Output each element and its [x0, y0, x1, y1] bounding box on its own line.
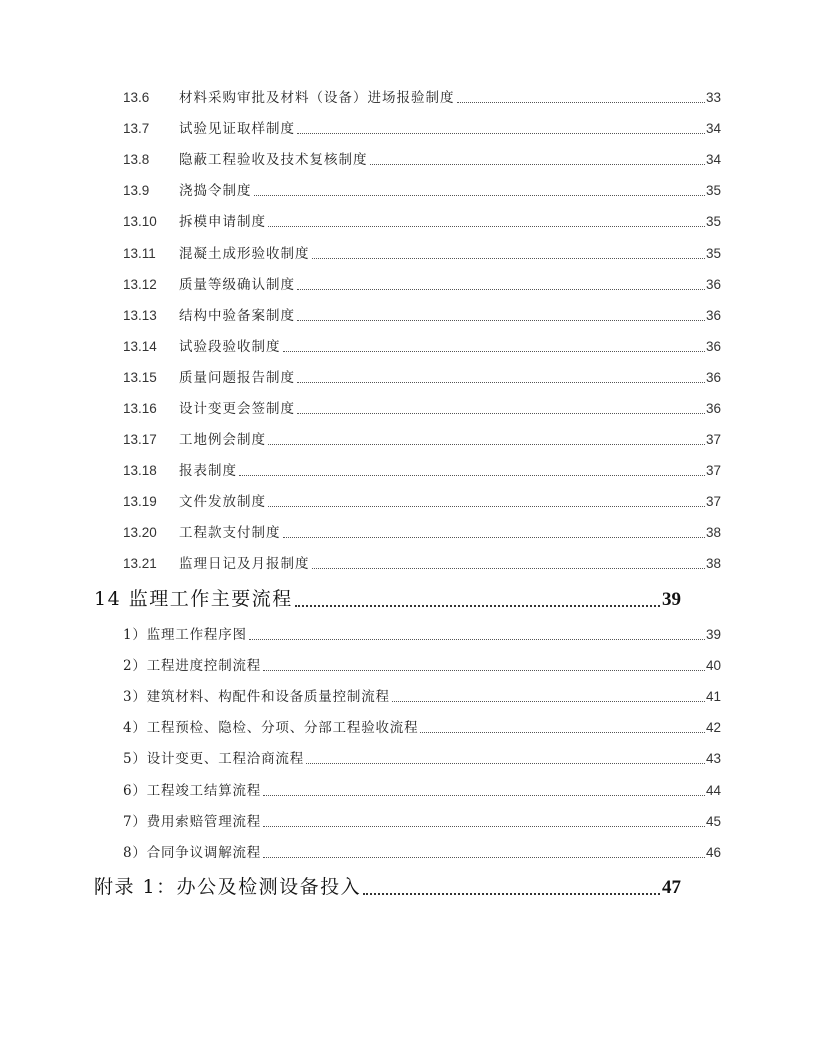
entry-page: 40: [705, 658, 721, 673]
dot-leader: [297, 132, 705, 134]
appendix-page: 47: [662, 877, 681, 898]
toc-entry[interactable]: [123, 368, 721, 388]
toc-entry[interactable]: [123, 461, 721, 481]
dot-leader: [420, 731, 705, 733]
entry-title: 浇捣令制度: [179, 183, 252, 199]
entry-number: 13.7: [123, 121, 150, 136]
entry-title: 文件发放制度: [179, 494, 266, 510]
entry-page: 45: [705, 814, 721, 829]
entry-number: 13.12: [123, 277, 157, 292]
entry-title: 6）工程竣工结算流程: [123, 783, 262, 799]
dot-leader: [263, 856, 705, 858]
dot-leader: [283, 350, 705, 352]
dot-leader: [239, 474, 705, 476]
entry-number: 13.6: [123, 90, 150, 105]
chapter-title: 14 监理工作主要流程: [94, 588, 293, 610]
toc-entry[interactable]: [123, 275, 721, 295]
entry-page: 36: [705, 370, 721, 385]
entry-number: 13.19: [123, 494, 157, 509]
toc-flow-entry[interactable]: [123, 749, 721, 769]
entry-number: 13.16: [123, 401, 157, 416]
toc-flow-entry[interactable]: [123, 656, 721, 676]
dot-leader: [263, 794, 705, 796]
entry-page: 37: [705, 494, 721, 509]
dot-leader: [268, 505, 705, 507]
toc-flow-entry[interactable]: [123, 781, 721, 801]
toc-entry[interactable]: [123, 523, 721, 543]
entry-number: 13.14: [123, 339, 157, 354]
dot-leader: [312, 567, 705, 569]
entry-page: 44: [705, 783, 721, 798]
entry-title: 工地例会制度: [179, 432, 266, 448]
entry-title: 报表制度: [179, 463, 237, 479]
toc-entry[interactable]: [123, 244, 721, 264]
entry-page: 42: [705, 720, 721, 735]
entry-page: 43: [705, 751, 721, 766]
entry-page: 37: [705, 432, 721, 447]
entry-title: 工程款支付制度: [179, 525, 281, 541]
entry-page: 34: [705, 121, 721, 136]
toc-flow-entry[interactable]: [123, 718, 721, 738]
entry-page: 34: [705, 152, 721, 167]
toc-entry[interactable]: [123, 337, 721, 357]
entry-number: 13.11: [123, 246, 156, 261]
dot-leader: [268, 225, 705, 227]
dot-leader: [268, 443, 705, 445]
entry-page: 35: [705, 183, 721, 198]
entry-title: 隐蔽工程验收及技术复核制度: [179, 152, 368, 168]
entry-title: 5）设计变更、工程洽商流程: [123, 751, 304, 767]
entry-page: 35: [705, 246, 721, 261]
entry-page: 36: [705, 308, 721, 323]
dot-leader: [297, 381, 705, 383]
toc-appendix-1[interactable]: [94, 874, 681, 901]
entry-number: 13.21: [123, 556, 157, 571]
entry-number: 13.15: [123, 370, 157, 385]
dot-leader: [263, 669, 705, 671]
dot-leader: [263, 825, 705, 827]
toc-flow-entry[interactable]: [123, 843, 721, 863]
toc-entry[interactable]: [123, 150, 721, 170]
entry-title: 设计变更会签制度: [179, 401, 295, 417]
dot-leader: [249, 638, 705, 640]
entry-page: 36: [705, 339, 721, 354]
entry-page: 37: [705, 463, 721, 478]
toc-entry[interactable]: [123, 430, 721, 450]
toc-entry[interactable]: [123, 492, 721, 512]
toc-entry[interactable]: [123, 306, 721, 326]
dot-leader: [457, 101, 705, 103]
toc-entry[interactable]: [123, 181, 721, 201]
entry-page: 35: [705, 214, 721, 229]
toc-entry[interactable]: [123, 88, 721, 108]
entry-page: 38: [705, 525, 721, 540]
toc-flow-entry[interactable]: [123, 687, 721, 707]
dot-leader: [297, 319, 705, 321]
toc-entry[interactable]: [123, 119, 721, 139]
entry-title: 质量等级确认制度: [179, 277, 295, 293]
dot-leader: [297, 288, 705, 290]
entry-page: 36: [705, 277, 721, 292]
entry-page: 38: [705, 556, 721, 571]
dot-leader: [254, 194, 705, 196]
entry-number: 13.18: [123, 463, 157, 478]
toc-entry[interactable]: [123, 554, 721, 574]
entry-title: 2）工程进度控制流程: [123, 658, 262, 674]
toc-flow-entry[interactable]: [123, 812, 721, 832]
entry-title: 3）建筑材料、构配件和设备质量控制流程: [123, 689, 390, 705]
entry-number: 13.8: [123, 152, 150, 167]
chapter-page: 39: [662, 589, 681, 610]
entry-title: 4）工程预检、隐检、分项、分部工程验收流程: [123, 720, 419, 736]
entry-page: 39: [705, 627, 721, 642]
entry-page: 46: [705, 845, 721, 860]
toc-chapter-14[interactable]: [94, 586, 681, 613]
entry-number: 13.20: [123, 525, 157, 540]
dot-leader: [370, 163, 705, 165]
entry-page: 41: [705, 689, 721, 704]
entry-title: 试验见证取样制度: [179, 121, 295, 137]
dot-leader: [297, 412, 705, 414]
toc-entry[interactable]: [123, 212, 721, 232]
dot-leader: [283, 536, 705, 538]
entry-title: 材料采购审批及材料（设备）进场报验制度: [179, 90, 455, 106]
dot-leader: [392, 700, 705, 702]
entry-number: 13.13: [123, 308, 157, 323]
entry-title: 监理日记及月报制度: [179, 556, 310, 572]
entry-title: 质量问题报告制度: [179, 370, 295, 386]
entry-page: 36: [705, 401, 721, 416]
toc-entry[interactable]: [123, 399, 721, 419]
entry-title: 试验段验收制度: [179, 339, 281, 355]
entry-title: 8）合同争议调解流程: [123, 845, 262, 861]
entry-number: 13.17: [123, 432, 157, 447]
entry-title: 结构中验备案制度: [179, 308, 295, 324]
entry-number: 13.10: [123, 214, 157, 229]
entry-title: 1）监理工作程序图: [123, 627, 247, 643]
entry-title: 混凝土成形验收制度: [179, 246, 310, 262]
dot-leader: [312, 257, 705, 259]
entry-title: 拆模申请制度: [179, 214, 266, 230]
dot-leader: [295, 605, 660, 607]
dot-leader: [306, 762, 705, 764]
entry-title: 7）费用索赔管理流程: [123, 814, 262, 830]
entry-number: 13.9: [123, 183, 150, 198]
entry-page: 33: [705, 90, 721, 105]
dot-leader: [363, 893, 660, 895]
toc-flow-entry[interactable]: [123, 625, 721, 645]
appendix-title: 附录 1：办公及检测设备投入: [94, 876, 362, 898]
